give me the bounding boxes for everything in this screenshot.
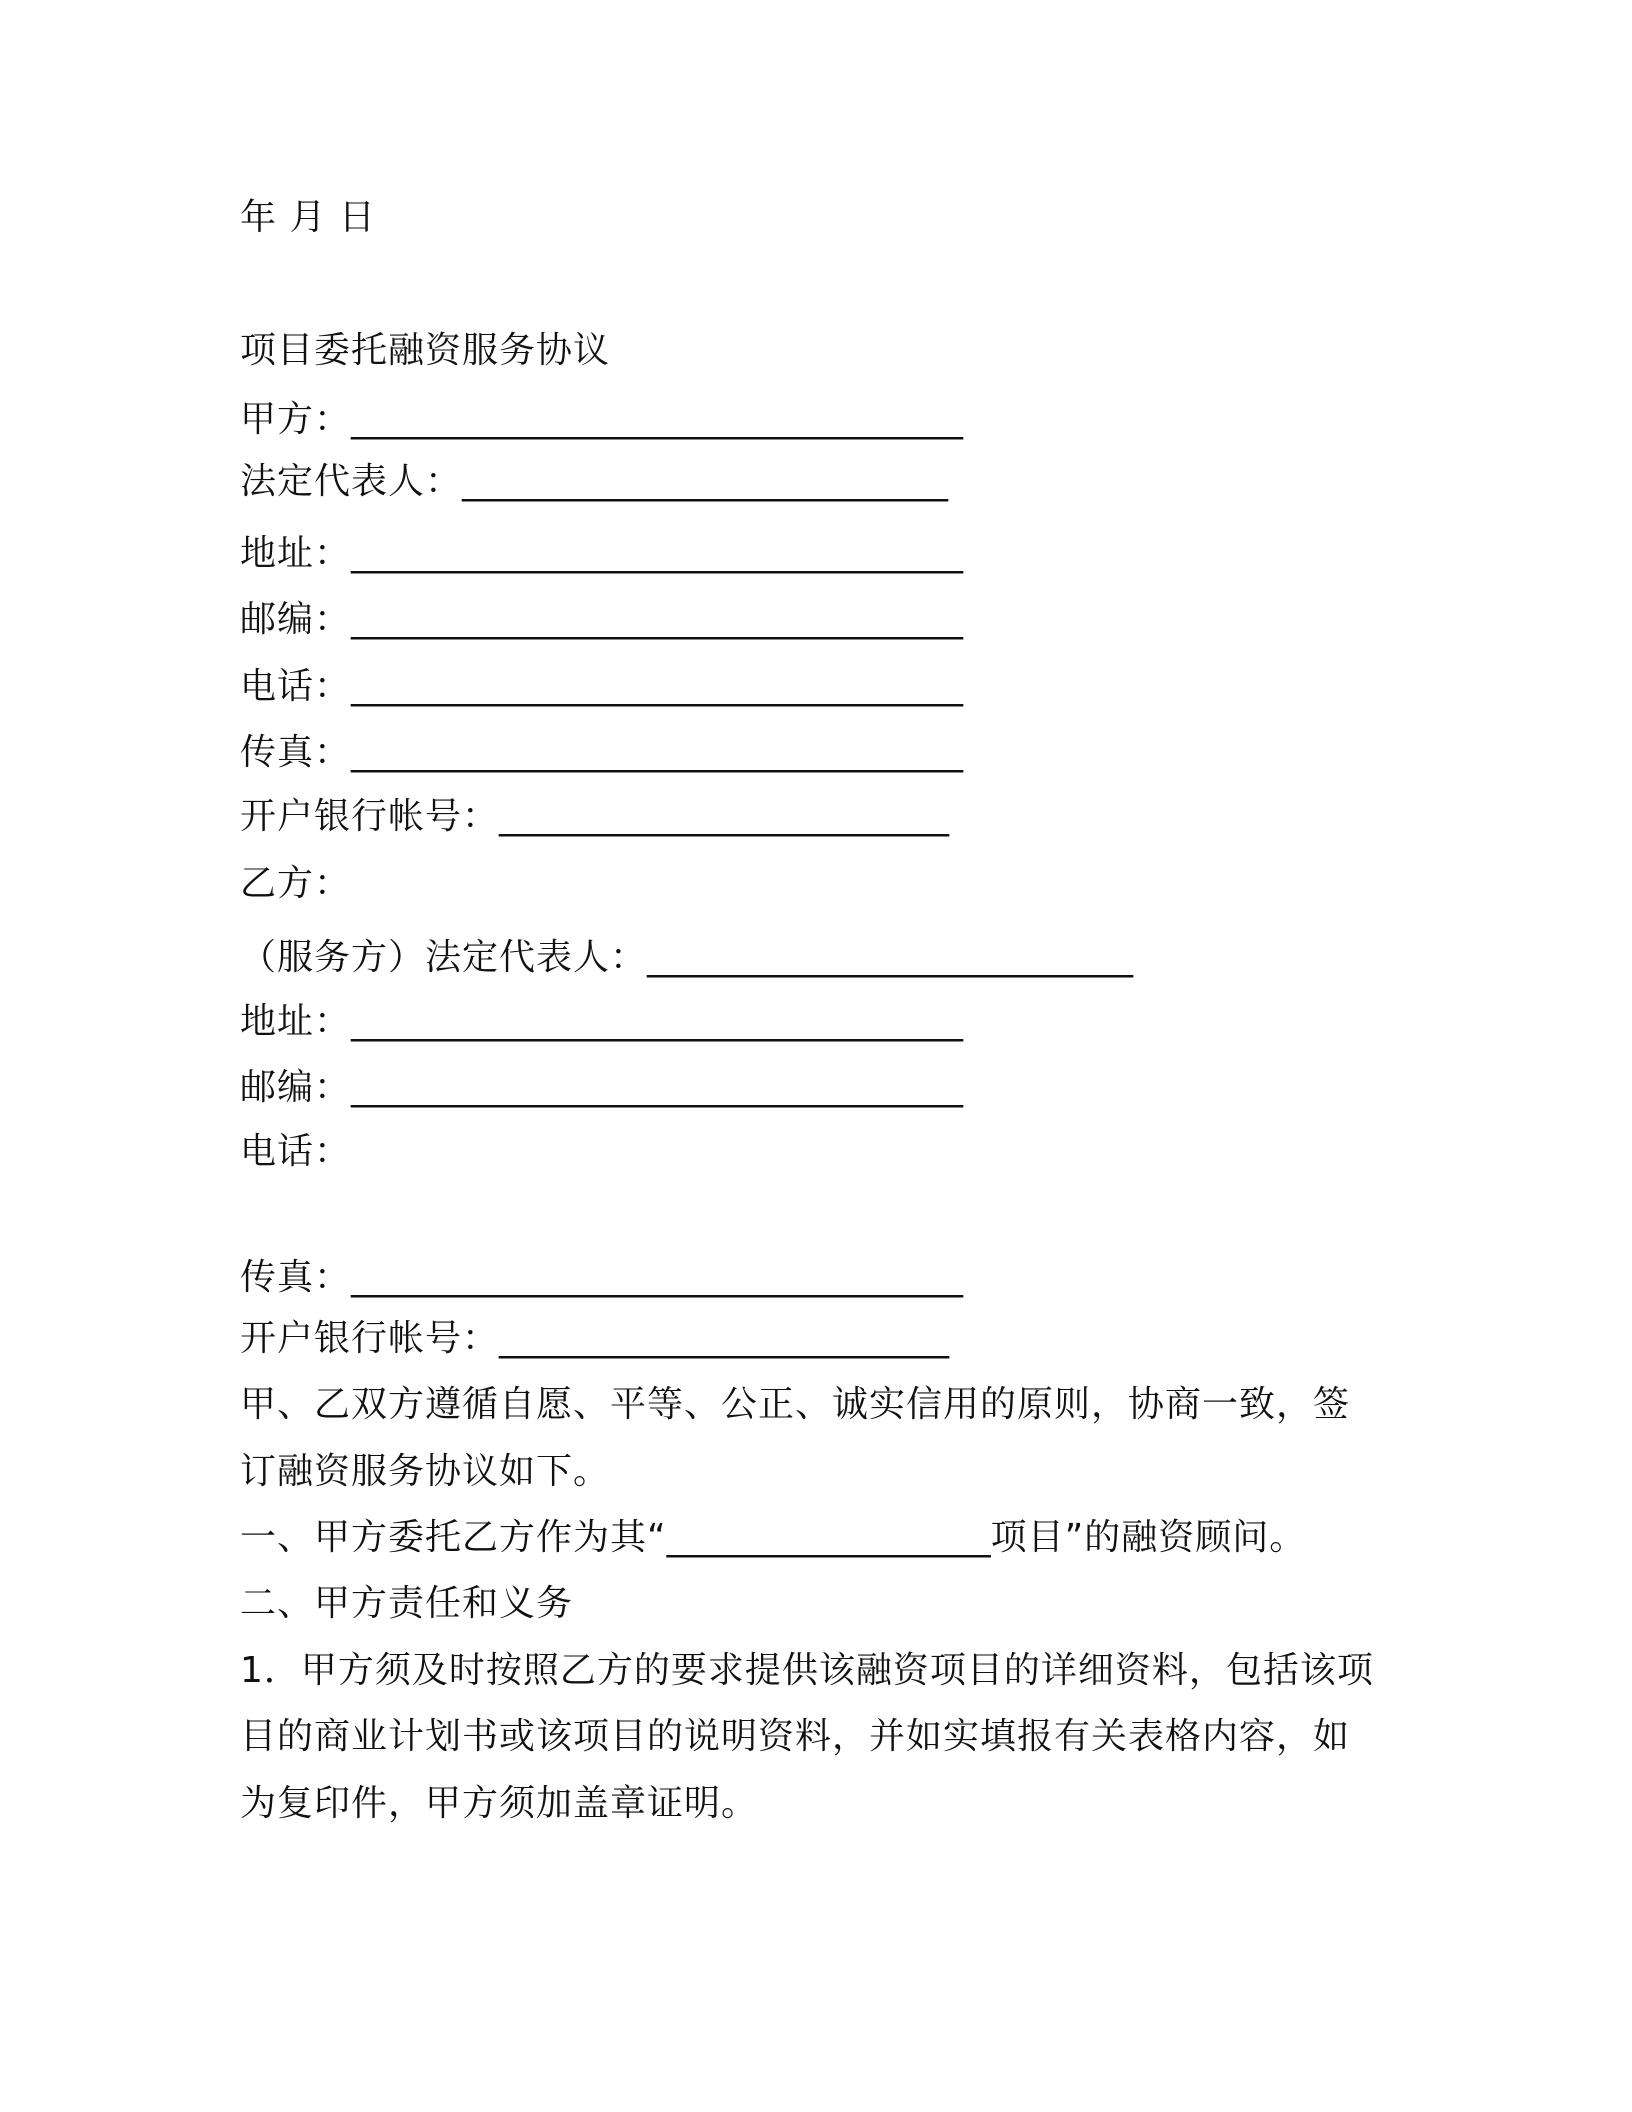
party-b-legal-rep-line bbox=[240, 936, 1133, 980]
party-b-postcode-blank: __________________________________ bbox=[351, 1067, 964, 1108]
party-a-label: 甲方： bbox=[240, 399, 352, 440]
clause-2-item-1-text-3: 为复印件，甲方须加盖章证明。 bbox=[240, 1783, 759, 1824]
party-b-fax-label: 传真： bbox=[240, 1257, 352, 1298]
clause-2-heading bbox=[240, 1582, 573, 1626]
party-b-bank-blank: _________________________ bbox=[499, 1318, 950, 1359]
party-b-address-line bbox=[240, 1000, 963, 1044]
party-b-legal-rep-blank: ___________________________ bbox=[647, 937, 1134, 978]
clause-2-heading-text: 二、甲方责任和义务 bbox=[240, 1583, 574, 1624]
date-text: 年 月 日 bbox=[240, 197, 376, 238]
party-a-address-label: 地址： bbox=[240, 533, 352, 574]
party-a-phone-label: 电话： bbox=[240, 666, 352, 707]
party-b-postcode-line bbox=[240, 1066, 963, 1110]
title-text: 项目委托融资服务协议 bbox=[240, 330, 611, 371]
party-a-bank-blank: _________________________ bbox=[499, 796, 950, 837]
party-a-bank-label: 开户银行帐号： bbox=[240, 796, 500, 837]
date-line bbox=[240, 196, 376, 240]
party-b-label: 乙方： bbox=[240, 863, 352, 904]
party-b-address-blank: __________________________________ bbox=[351, 1001, 964, 1042]
party-a-fax-line bbox=[240, 731, 963, 775]
party-a-postcode-label: 邮编： bbox=[240, 599, 352, 640]
preamble-text-1: 甲、乙双方遵循自愿、平等、公正、诚实信用的原则，协商一致，签 bbox=[240, 1384, 1351, 1425]
party-a-phone-blank: __________________________________ bbox=[351, 666, 964, 707]
clause-1-blank: __________________ bbox=[666, 1517, 991, 1558]
clause-2-item-1-text-2: 目的商业计划书或该项目的说明资料，并如实填报有关表格内容，如 bbox=[240, 1716, 1351, 1757]
party-a-fax-blank: __________________________________ bbox=[351, 732, 964, 773]
party-a-legal-rep-blank: ___________________________ bbox=[462, 461, 949, 502]
party-a-postcode-blank: __________________________________ bbox=[351, 599, 964, 640]
document-title bbox=[240, 329, 610, 373]
party-b-postcode-label: 邮编： bbox=[240, 1067, 352, 1108]
clause-2-item-1-line-1 bbox=[240, 1649, 1374, 1693]
party-b-fax-line bbox=[240, 1256, 963, 1300]
party-b-bank-line bbox=[240, 1317, 949, 1361]
preamble-text-2: 订融资服务协议如下。 bbox=[240, 1451, 611, 1492]
clause-2-item-1-line-2 bbox=[240, 1715, 1350, 1759]
party-a-legal-rep-label: 法定代表人： bbox=[240, 461, 463, 502]
party-b-fax-blank: __________________________________ bbox=[351, 1257, 964, 1298]
party-a-line bbox=[240, 398, 963, 442]
party-b-legal-rep-label: （服务方）法定代表人： bbox=[240, 937, 648, 978]
clause-2-item-1-text-1: 1．甲方须及时按照乙方的要求提供该融资项目的详细资料，包括该项 bbox=[240, 1650, 1374, 1691]
party-a-address-line bbox=[240, 532, 963, 576]
party-a-fax-label: 传真： bbox=[240, 732, 352, 773]
party-a-blank: __________________________________ bbox=[351, 399, 964, 440]
clause-1-prefix: 一、甲方委托乙方作为其“ bbox=[240, 1517, 667, 1558]
party-b-phone-line bbox=[240, 1130, 351, 1174]
party-b-address-label: 地址： bbox=[240, 1001, 352, 1042]
party-a-address-blank: __________________________________ bbox=[351, 533, 964, 574]
party-b-line bbox=[240, 862, 351, 906]
party-a-postcode-line bbox=[240, 598, 963, 642]
clause-2-item-1-line-3 bbox=[240, 1782, 758, 1826]
clause-1 bbox=[240, 1516, 1306, 1560]
party-b-bank-label: 开户银行帐号： bbox=[240, 1318, 500, 1359]
party-a-phone-line bbox=[240, 665, 963, 709]
preamble-line-2 bbox=[240, 1450, 610, 1494]
preamble-line-1 bbox=[240, 1383, 1350, 1427]
party-a-bank-line bbox=[240, 795, 949, 839]
clause-1-suffix: 项目”的融资顾问。 bbox=[990, 1517, 1307, 1558]
party-b-phone-label: 电话： bbox=[240, 1131, 352, 1172]
party-a-legal-rep-line bbox=[240, 460, 948, 504]
